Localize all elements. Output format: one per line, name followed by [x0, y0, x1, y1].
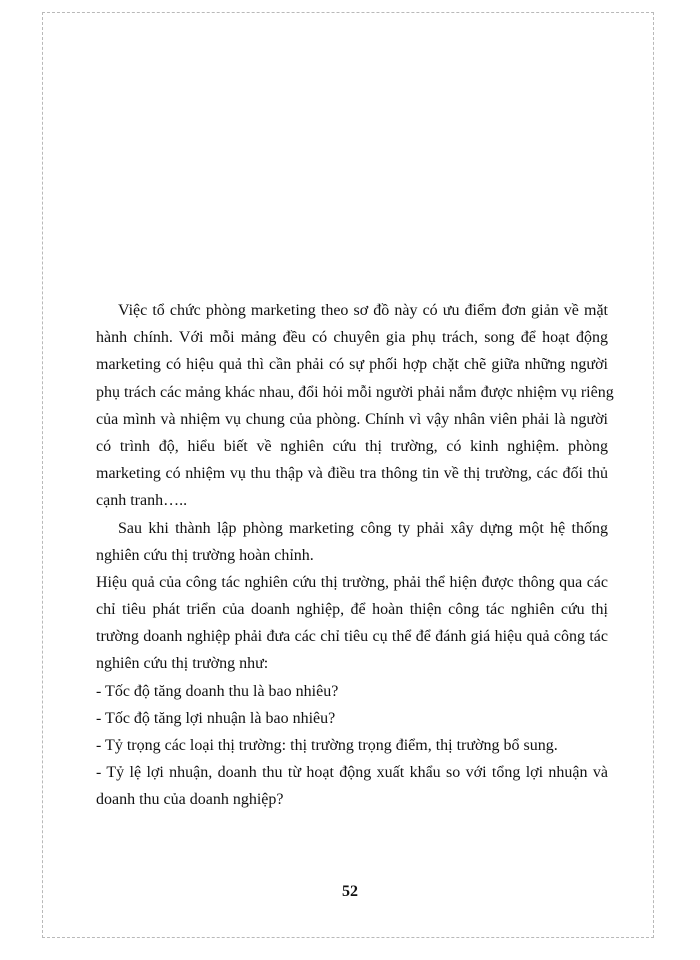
paragraph — [96, 569, 608, 678]
text-line: marketing có hiệu quả thì cần phải có sự phối hợp chặt chẽ giữa những người — [96, 356, 608, 374]
text-line: chỉ tiêu phát triển của doanh nghiệp, để hoàn thiện công tác nghiên cứu thị — [96, 601, 608, 619]
paragraph — [96, 515, 608, 569]
text-line: - Tốc độ tăng lợi nhuận là bao nhiêu? — [96, 709, 336, 727]
paragraph — [96, 297, 614, 515]
text-line: phụ trách các mảng khác nhau, đổi hỏi mỗi người phải nắm được nhiệm vụ riêng — [96, 383, 614, 401]
text-line: Việc tổ chức phòng marketing theo sơ đồ này có ưu điểm đơn giản về mặt — [118, 302, 608, 319]
text-line: marketing có nhiệm vụ thu thập và điều tra thông tin về thị trường, các đối thủ — [96, 465, 608, 483]
text-line: doanh thu của doanh nghiệp? — [96, 791, 284, 809]
text-line: nghiên cứu thị trường như: — [96, 655, 269, 673]
paragraph — [96, 705, 608, 732]
text-line: của mình và nhiệm vụ chung của phòng. Chính vì vậy nhân viên phải là người — [96, 410, 608, 428]
page-number: 52 — [342, 883, 358, 900]
text-line: - Tỷ lệ lợi nhuận, doanh thu từ hoạt động xuất khẩu so với tổng lợi nhuận và — [96, 764, 608, 782]
text-line: nghiên cứu thị trường hoàn chỉnh. — [96, 546, 314, 564]
paragraph — [96, 678, 608, 705]
paragraph — [96, 732, 608, 759]
text-line: có trình độ, hiểu biết về nghiên cứu thị trường, có kinh nghiệm. phòng — [96, 437, 608, 455]
text-line: cạnh tranh….. — [96, 492, 188, 510]
text-line: Sau khi thành lập phòng marketing công ty phải xây dựng một hệ thống — [118, 519, 608, 537]
text-line: - Tốc độ tăng doanh thu là bao nhiêu? — [96, 682, 339, 700]
paragraph — [96, 759, 608, 813]
text-line: hành chính. Với mỗi mảng đều có chuyên gia phụ trách, song để hoạt động — [96, 329, 608, 347]
text-line: - Tỷ trọng các loại thị trường: thị trường trọng điểm, thị trường bổ sung. — [96, 737, 558, 754]
text-line: Hiệu quả của công tác nghiên cứu thị trường, phải thể hiện được thông qua các — [96, 573, 608, 591]
text-line: trường doanh nghiệp phải đưa các chỉ tiêu cụ thể để đánh giá hiệu quả công tác — [96, 628, 608, 646]
document-body — [96, 297, 614, 814]
